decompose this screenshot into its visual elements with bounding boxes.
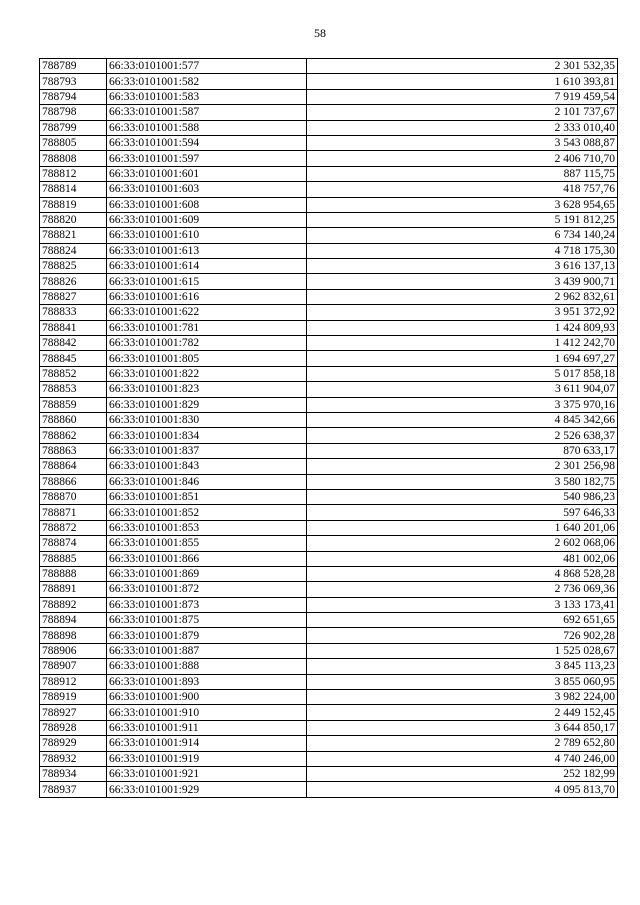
row-number-cell: 788912 bbox=[40, 674, 107, 689]
cadastral-value-cell: 3 951 372,92 bbox=[307, 305, 618, 320]
cadastral-value-cell: 4 845 342,66 bbox=[307, 412, 618, 427]
cadastral-number-cell: 66:33:0101001:614 bbox=[107, 259, 307, 274]
cadastral-value-cell: 5 017 858,18 bbox=[307, 366, 618, 381]
cadastral-value-cell: 2 406 710,70 bbox=[307, 151, 618, 166]
cadastral-value-cell: 3 439 900,71 bbox=[307, 274, 618, 289]
row-number-cell: 788928 bbox=[40, 720, 107, 735]
cadastral-number-cell: 66:33:0101001:587 bbox=[107, 105, 307, 120]
row-number-cell: 788872 bbox=[40, 520, 107, 535]
cadastral-value-cell: 2 736 069,36 bbox=[307, 582, 618, 597]
cadastral-number-cell: 66:33:0101001:588 bbox=[107, 120, 307, 135]
cadastral-value-cell: 2 602 068,06 bbox=[307, 536, 618, 551]
cadastral-number-cell: 66:33:0101001:601 bbox=[107, 166, 307, 181]
cadastral-number-cell: 66:33:0101001:911 bbox=[107, 720, 307, 735]
cadastral-value-cell: 3 580 182,75 bbox=[307, 474, 618, 489]
cadastral-number-cell: 66:33:0101001:929 bbox=[107, 782, 307, 797]
row-number-cell: 788852 bbox=[40, 366, 107, 381]
table-row bbox=[40, 489, 618, 504]
cadastral-number-cell: 66:33:0101001:846 bbox=[107, 474, 307, 489]
cadastral-number-cell: 66:33:0101001:834 bbox=[107, 428, 307, 443]
cadastral-number-cell: 66:33:0101001:843 bbox=[107, 459, 307, 474]
cadastral-value-cell: 4 740 246,00 bbox=[307, 751, 618, 766]
cadastral-value-cell: 3 855 060,95 bbox=[307, 674, 618, 689]
cadastral-value-cell: 1 424 809,93 bbox=[307, 320, 618, 335]
cadastral-value-table bbox=[39, 58, 618, 798]
cadastral-value-cell: 2 301 256,98 bbox=[307, 459, 618, 474]
table-row bbox=[40, 382, 618, 397]
cadastral-value-cell: 418 757,76 bbox=[307, 182, 618, 197]
table-row bbox=[40, 628, 618, 643]
table-row bbox=[40, 212, 618, 227]
row-number-cell: 788808 bbox=[40, 151, 107, 166]
table-row bbox=[40, 474, 618, 489]
row-number-cell: 788892 bbox=[40, 597, 107, 612]
row-number-cell: 788794 bbox=[40, 89, 107, 104]
cadastral-value-cell: 3 543 088,87 bbox=[307, 135, 618, 150]
table-row bbox=[40, 459, 618, 474]
row-number-cell: 788820 bbox=[40, 212, 107, 227]
table-row bbox=[40, 566, 618, 581]
cadastral-value-cell: 3 845 113,23 bbox=[307, 659, 618, 674]
cadastral-value-cell: 5 191 812,25 bbox=[307, 212, 618, 227]
cadastral-number-cell: 66:33:0101001:805 bbox=[107, 351, 307, 366]
row-number-cell: 788888 bbox=[40, 566, 107, 581]
table-row bbox=[40, 320, 618, 335]
row-number-cell: 788927 bbox=[40, 705, 107, 720]
table-row bbox=[40, 274, 618, 289]
cadastral-number-cell: 66:33:0101001:866 bbox=[107, 551, 307, 566]
cadastral-value-cell: 2 333 010,40 bbox=[307, 120, 618, 135]
cadastral-number-cell: 66:33:0101001:855 bbox=[107, 536, 307, 551]
cadastral-value-cell: 2 449 152,45 bbox=[307, 705, 618, 720]
cadastral-number-cell: 66:33:0101001:822 bbox=[107, 366, 307, 381]
table-row bbox=[40, 613, 618, 628]
cadastral-number-cell: 66:33:0101001:837 bbox=[107, 443, 307, 458]
table-row bbox=[40, 720, 618, 735]
row-number-cell: 788826 bbox=[40, 274, 107, 289]
table-row bbox=[40, 766, 618, 781]
row-number-cell: 788919 bbox=[40, 690, 107, 705]
table-row bbox=[40, 551, 618, 566]
cadastral-number-cell: 66:33:0101001:919 bbox=[107, 751, 307, 766]
cadastral-number-cell: 66:33:0101001:893 bbox=[107, 674, 307, 689]
table-row bbox=[40, 105, 618, 120]
cadastral-value-cell: 540 986,23 bbox=[307, 489, 618, 504]
cadastral-value-cell: 2 526 638,37 bbox=[307, 428, 618, 443]
cadastral-number-cell: 66:33:0101001:852 bbox=[107, 505, 307, 520]
table-row bbox=[40, 120, 618, 135]
row-number-cell: 788937 bbox=[40, 782, 107, 797]
cadastral-value-cell: 6 734 140,24 bbox=[307, 228, 618, 243]
cadastral-value-cell: 887 115,75 bbox=[307, 166, 618, 181]
table-row bbox=[40, 336, 618, 351]
page-number: 58 bbox=[314, 26, 326, 40]
table-row bbox=[40, 443, 618, 458]
cadastral-number-cell: 66:33:0101001:875 bbox=[107, 613, 307, 628]
cadastral-value-cell: 1 525 028,67 bbox=[307, 643, 618, 658]
cadastral-number-cell: 66:33:0101001:622 bbox=[107, 305, 307, 320]
row-number-cell: 788825 bbox=[40, 259, 107, 274]
cadastral-number-cell: 66:33:0101001:782 bbox=[107, 336, 307, 351]
row-number-cell: 788799 bbox=[40, 120, 107, 135]
cadastral-number-cell: 66:33:0101001:613 bbox=[107, 243, 307, 258]
table-row bbox=[40, 736, 618, 751]
row-number-cell: 788862 bbox=[40, 428, 107, 443]
cadastral-number-cell: 66:33:0101001:610 bbox=[107, 228, 307, 243]
cadastral-number-cell: 66:33:0101001:781 bbox=[107, 320, 307, 335]
row-number-cell: 788842 bbox=[40, 336, 107, 351]
row-number-cell: 788864 bbox=[40, 459, 107, 474]
cadastral-value-cell: 4 868 528,28 bbox=[307, 566, 618, 581]
table-row bbox=[40, 305, 618, 320]
cadastral-value-cell: 1 412 242,70 bbox=[307, 336, 618, 351]
row-number-cell: 788898 bbox=[40, 628, 107, 643]
table-row bbox=[40, 228, 618, 243]
table-row bbox=[40, 597, 618, 612]
row-number-cell: 788891 bbox=[40, 582, 107, 597]
cadastral-value-cell: 2 101 737,67 bbox=[307, 105, 618, 120]
cadastral-number-cell: 66:33:0101001:900 bbox=[107, 690, 307, 705]
row-number-cell: 788870 bbox=[40, 489, 107, 504]
table-row bbox=[40, 366, 618, 381]
cadastral-number-cell: 66:33:0101001:914 bbox=[107, 736, 307, 751]
table-row bbox=[40, 505, 618, 520]
row-number-cell: 788906 bbox=[40, 643, 107, 658]
table-row bbox=[40, 782, 618, 797]
cadastral-number-cell: 66:33:0101001:851 bbox=[107, 489, 307, 504]
row-number-cell: 788824 bbox=[40, 243, 107, 258]
table-row bbox=[40, 412, 618, 427]
row-number-cell: 788841 bbox=[40, 320, 107, 335]
cadastral-value-cell: 4 718 175,30 bbox=[307, 243, 618, 258]
table-row bbox=[40, 751, 618, 766]
cadastral-value-cell: 4 095 813,70 bbox=[307, 782, 618, 797]
row-number-cell: 788827 bbox=[40, 289, 107, 304]
cadastral-value-cell: 1 640 201,06 bbox=[307, 520, 618, 535]
cadastral-value-cell: 3 375 970,16 bbox=[307, 397, 618, 412]
cadastral-value-cell: 2 789 652,80 bbox=[307, 736, 618, 751]
row-number-cell: 788833 bbox=[40, 305, 107, 320]
row-number-cell: 788821 bbox=[40, 228, 107, 243]
table-row bbox=[40, 428, 618, 443]
cadastral-value-cell: 597 646,33 bbox=[307, 505, 618, 520]
row-number-cell: 788871 bbox=[40, 505, 107, 520]
table-row bbox=[40, 135, 618, 150]
cadastral-number-cell: 66:33:0101001:583 bbox=[107, 89, 307, 104]
cadastral-number-cell: 66:33:0101001:872 bbox=[107, 582, 307, 597]
cadastral-value-cell: 7 919 459,54 bbox=[307, 89, 618, 104]
row-number-cell: 788845 bbox=[40, 351, 107, 366]
table-row bbox=[40, 182, 618, 197]
cadastral-value-cell: 3 611 904,07 bbox=[307, 382, 618, 397]
table-row bbox=[40, 643, 618, 658]
table-row bbox=[40, 243, 618, 258]
cadastral-number-cell: 66:33:0101001:853 bbox=[107, 520, 307, 535]
table-row bbox=[40, 582, 618, 597]
cadastral-number-cell: 66:33:0101001:609 bbox=[107, 212, 307, 227]
cadastral-number-cell: 66:33:0101001:829 bbox=[107, 397, 307, 412]
cadastral-value-cell: 3 133 173,41 bbox=[307, 597, 618, 612]
cadastral-value-cell: 726 902,28 bbox=[307, 628, 618, 643]
row-number-cell: 788932 bbox=[40, 751, 107, 766]
table-row bbox=[40, 520, 618, 535]
cadastral-number-cell: 66:33:0101001:594 bbox=[107, 135, 307, 150]
row-number-cell: 788885 bbox=[40, 551, 107, 566]
cadastral-number-cell: 66:33:0101001:823 bbox=[107, 382, 307, 397]
row-number-cell: 788866 bbox=[40, 474, 107, 489]
table-row bbox=[40, 705, 618, 720]
cadastral-value-cell: 1 610 393,81 bbox=[307, 74, 618, 89]
table-row bbox=[40, 674, 618, 689]
cadastral-number-cell: 66:33:0101001:887 bbox=[107, 643, 307, 658]
cadastral-value-cell: 2 301 532,35 bbox=[307, 59, 618, 74]
table-row bbox=[40, 259, 618, 274]
row-number-cell: 788894 bbox=[40, 613, 107, 628]
cadastral-number-cell: 66:33:0101001:616 bbox=[107, 289, 307, 304]
row-number-cell: 788793 bbox=[40, 74, 107, 89]
row-number-cell: 788798 bbox=[40, 105, 107, 120]
table-row bbox=[40, 166, 618, 181]
table-body bbox=[40, 59, 618, 798]
cadastral-value-cell: 3 616 137,13 bbox=[307, 259, 618, 274]
row-number-cell: 788934 bbox=[40, 766, 107, 781]
row-number-cell: 788814 bbox=[40, 182, 107, 197]
cadastral-number-cell: 66:33:0101001:869 bbox=[107, 566, 307, 581]
row-number-cell: 788812 bbox=[40, 166, 107, 181]
cadastral-number-cell: 66:33:0101001:577 bbox=[107, 59, 307, 74]
cadastral-number-cell: 66:33:0101001:597 bbox=[107, 151, 307, 166]
cadastral-number-cell: 66:33:0101001:888 bbox=[107, 659, 307, 674]
table-row bbox=[40, 536, 618, 551]
cadastral-value-cell: 1 694 697,27 bbox=[307, 351, 618, 366]
cadastral-value-cell: 3 628 954,65 bbox=[307, 197, 618, 212]
cadastral-value-cell: 3 982 224,00 bbox=[307, 690, 618, 705]
cadastral-value-cell: 870 633,17 bbox=[307, 443, 618, 458]
table-row bbox=[40, 690, 618, 705]
cadastral-number-cell: 66:33:0101001:582 bbox=[107, 74, 307, 89]
cadastral-number-cell: 66:33:0101001:615 bbox=[107, 274, 307, 289]
cadastral-number-cell: 66:33:0101001:879 bbox=[107, 628, 307, 643]
row-number-cell: 788863 bbox=[40, 443, 107, 458]
row-number-cell: 788805 bbox=[40, 135, 107, 150]
row-number-cell: 788907 bbox=[40, 659, 107, 674]
row-number-cell: 788859 bbox=[40, 397, 107, 412]
row-number-cell: 788874 bbox=[40, 536, 107, 551]
table-row bbox=[40, 59, 618, 74]
row-number-cell: 788860 bbox=[40, 412, 107, 427]
cadastral-number-cell: 66:33:0101001:608 bbox=[107, 197, 307, 212]
cadastral-value-cell: 692 651,65 bbox=[307, 613, 618, 628]
table-row bbox=[40, 151, 618, 166]
cadastral-value-cell: 3 644 850,17 bbox=[307, 720, 618, 735]
cadastral-number-cell: 66:33:0101001:603 bbox=[107, 182, 307, 197]
row-number-cell: 788853 bbox=[40, 382, 107, 397]
row-number-cell: 788929 bbox=[40, 736, 107, 751]
cadastral-number-cell: 66:33:0101001:910 bbox=[107, 705, 307, 720]
table-row bbox=[40, 74, 618, 89]
table-row bbox=[40, 397, 618, 412]
cadastral-value-cell: 481 002,06 bbox=[307, 551, 618, 566]
table-row bbox=[40, 89, 618, 104]
table-row bbox=[40, 289, 618, 304]
row-number-cell: 788819 bbox=[40, 197, 107, 212]
cadastral-value-cell: 2 962 832,61 bbox=[307, 289, 618, 304]
row-number-cell: 788789 bbox=[40, 59, 107, 74]
cadastral-number-cell: 66:33:0101001:921 bbox=[107, 766, 307, 781]
table-row bbox=[40, 351, 618, 366]
cadastral-value-cell: 252 182,99 bbox=[307, 766, 618, 781]
cadastral-number-cell: 66:33:0101001:830 bbox=[107, 412, 307, 427]
table-row bbox=[40, 659, 618, 674]
cadastral-number-cell: 66:33:0101001:873 bbox=[107, 597, 307, 612]
table-row bbox=[40, 197, 618, 212]
